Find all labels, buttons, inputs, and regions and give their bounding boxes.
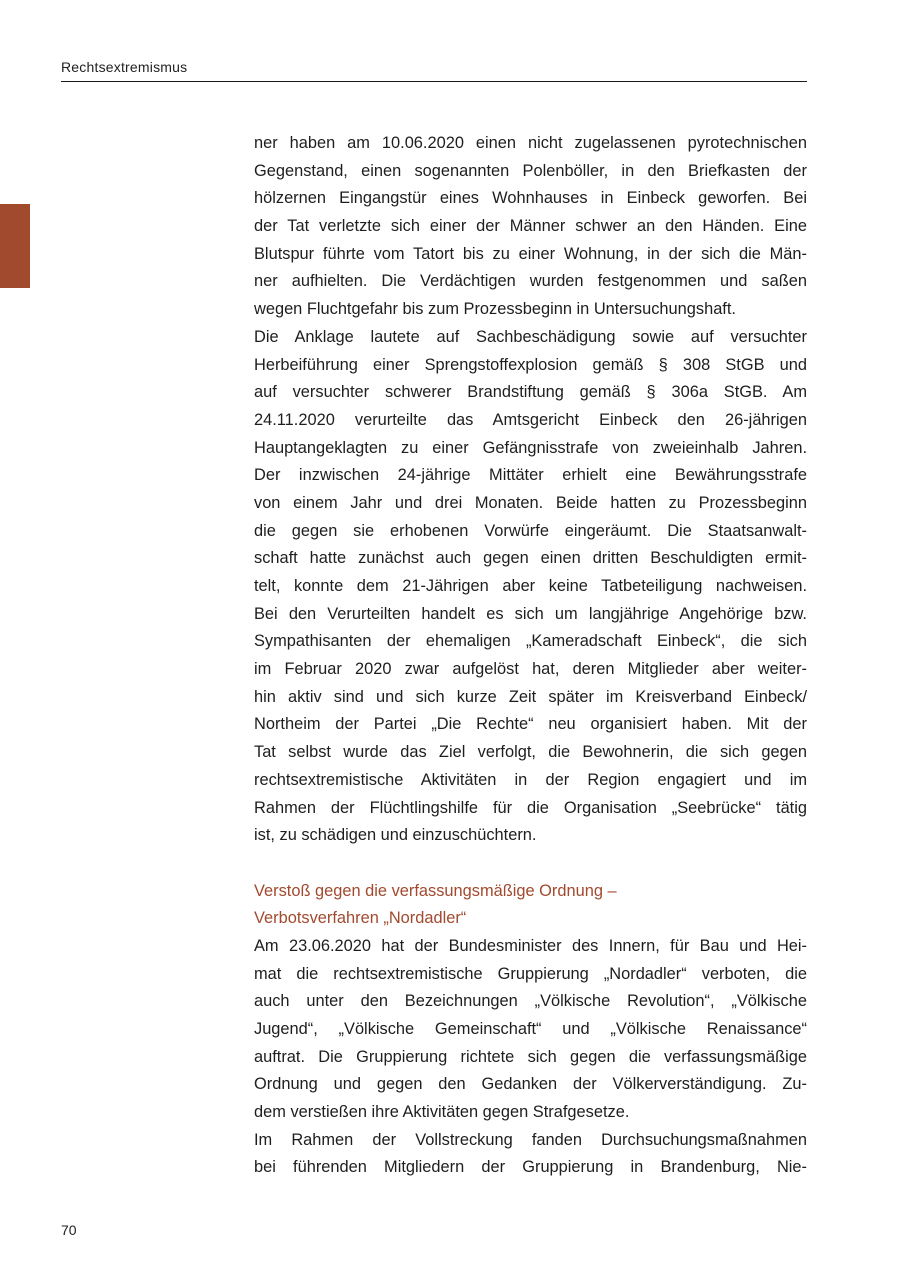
text-line: ner aufhielten. Die Verdächtigen wurden festgenommen und saßen — [254, 272, 807, 291]
text-line: im Februar 2020 zwar aufgelöst hat, deren Mitglieder aber weiter- — [254, 660, 807, 679]
text-line: wegen Fluchtgefahr bis zum Prozessbeginn in Untersuchungshaft. — [254, 300, 736, 319]
text-line: Hauptangeklagten zu einer Gefängnisstrafe von zweieinhalb Jahren. — [254, 438, 807, 457]
text-line: auftrat. Die Gruppierung richtete sich gegen die verfassungsmäßige — [254, 1047, 807, 1066]
section-heading-line: Verstoß gegen die verfassungsmäßige Ordnung – — [254, 881, 617, 900]
text-line: 24.11.2020 verurteilte das Amtsgericht Einbeck den 26-jährigen — [254, 410, 807, 429]
text-line: von einem Jahr und drei Monaten. Beide hatten zu Prozessbeginn — [254, 493, 807, 512]
paragraph-1 — [254, 130, 807, 324]
paragraph-3 — [254, 933, 807, 1127]
text-line: Sympathisanten der ehemaligen „Kameradschaft Einbeck“, die sich — [254, 632, 807, 651]
text-line: Am 23.06.2020 hat der Bundesminister des Innern, für Bau und Hei- — [254, 936, 807, 955]
paragraph-4 — [254, 1127, 807, 1182]
text-line: Rahmen der Flüchtlingshilfe für die Organisation „Seebrücke“ tätig — [254, 798, 807, 817]
text-line: hölzernen Eingangstür eines Wohnhauses in Einbeck geworfen. Bei — [254, 189, 807, 208]
text-line: Northeim der Partei „Die Rechte“ neu organisiert haben. Mit der — [254, 715, 807, 734]
text-line: Der inzwischen 24-jährige Mittäter erhielt eine Bewährungsstrafe — [254, 466, 807, 485]
text-line: Jugend“, „Völkische Gemeinschaft“ und „Völkische Renaissance“ — [254, 1020, 807, 1038]
text-line: auf versuchter schwerer Brandstiftung gemäß § 306a StGB. Am — [254, 383, 807, 402]
text-line: Ordnung und gegen den Gedanken der Völkerverständigung. Zu- — [254, 1075, 807, 1094]
text-line: hin aktiv sind und sich kurze Zeit später im Kreisverband Einbeck/ — [254, 687, 807, 706]
text-line: schaft hatte zunächst auch gegen einen dritten Beschuldigten ermit- — [254, 549, 807, 568]
text-line: ner haben am 10.06.2020 einen nicht zugelassenen pyrotechnischen — [254, 134, 807, 152]
text-line: Die Anklage lautete auf Sachbeschädigung sowie auf versuchter — [254, 327, 807, 346]
section-spacer — [254, 850, 807, 878]
text-line: der Tat verletzte sich einer der Männer schwer an den Händen. Eine — [254, 217, 807, 236]
text-line: Tat selbst wurde das Ziel verfolgt, die Bewohnerin, die sich gegen — [254, 743, 807, 762]
running-header-title: Rechtsextremismus — [61, 59, 188, 75]
text-line: Im Rahmen der Vollstreckung fanden Durchsuchungsmaßnahmen — [254, 1130, 807, 1149]
text-line: Gegenstand, einen sogenannten Polenböller, in den Briefkasten der — [254, 161, 807, 180]
page-number: 70 — [61, 1222, 77, 1238]
text-line: Bei den Verurteilten handelt es sich um langjährige Angehörige bzw. — [254, 604, 807, 623]
text-line: bei führenden Mitgliedern der Gruppierung in Brandenburg, Nie- — [254, 1158, 807, 1177]
header-rule — [61, 81, 807, 82]
text-line: die gegen sie erhobenen Vorwürfe eingeräumt. Die Staatsanwalt- — [254, 521, 807, 540]
text-line: ist, zu schädigen und einzuschüchtern. — [254, 826, 537, 845]
body-text — [254, 130, 807, 1182]
text-line: Herbeiführung einer Sprengstoffexplosion gemäß § 308 StGB und — [254, 355, 807, 374]
text-line: mat die rechtsextremistische Gruppierung „Nordadler“ verboten, die — [254, 964, 807, 983]
text-line: dem verstießen ihre Aktivitäten gegen Strafgesetze. — [254, 1103, 630, 1122]
chapter-side-tab — [0, 204, 30, 288]
text-line: Blutspur führte vom Tatort bis zu einer Wohnung, in der sich die Män- — [254, 244, 807, 263]
paragraph-2 — [254, 324, 807, 850]
section-heading-line: Verbotsverfahren „Nordadler“ — [254, 909, 467, 928]
text-line: rechtsextremistische Aktivitäten in der Region engagiert und im — [254, 770, 807, 789]
text-line: auch unter den Bezeichnungen „Völkische Revolution“, „Völkische — [254, 992, 807, 1011]
text-line: telt, konnte dem 21-Jährigen aber keine Tatbeteiligung nachweisen. — [254, 577, 807, 595]
section-heading — [254, 878, 807, 933]
